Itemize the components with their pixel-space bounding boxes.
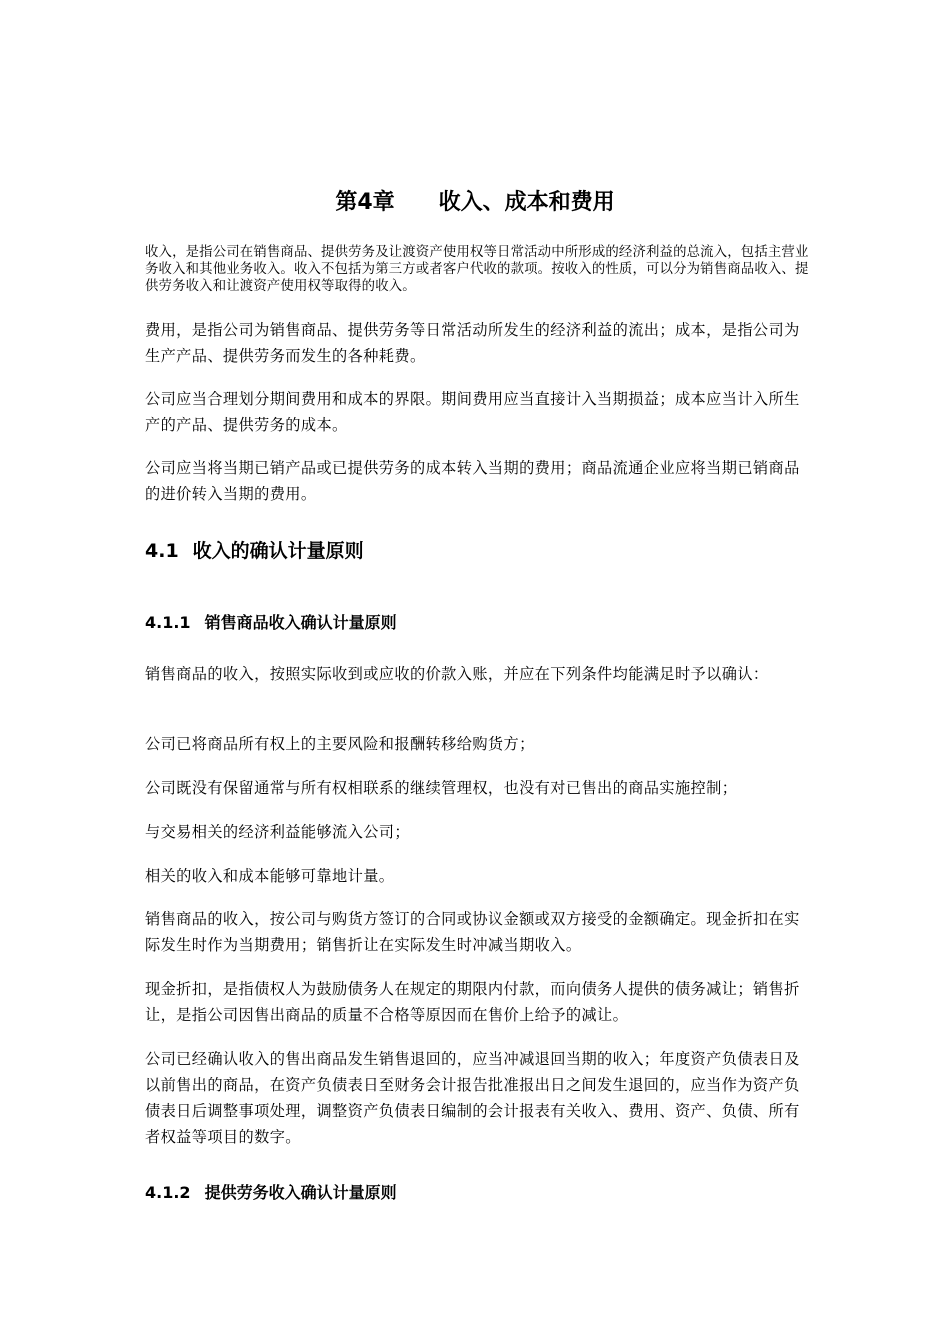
- chapter-title: [0, 186, 950, 220]
- section-heading-4-1-1: [145, 610, 813, 636]
- section-number: 4.1: [145, 540, 179, 562]
- section-heading-4-1-2: [145, 1180, 813, 1206]
- paragraph-period-expenses: 公司应当合理划分期间费用和成本的界限。期间费用应当直接计入当期损益；成本应当计入所生产的产品、提供劳务的成本。: [145, 390, 800, 434]
- paragraph-cost-transfer: 公司应当将当期已销产品或已提供劳务的成本转入当期的费用；商品流通企业应将当期已销商品的进价转入当期的费用。: [145, 459, 800, 503]
- paragraph-sales-amount: 销售商品的收入，按公司与购货方签订的合同或协议金额或双方接受的金额确定。现金折扣在实际发生时作为当期费用；销售折让在实际发生时冲减当期收入。: [145, 910, 800, 954]
- paragraph-cash-discount: 现金折扣，是指债权人为鼓励债务人在规定的期限内付款，而向债务人提供的债务减让；销售折让，是指公司因售出商品的质量不合格等原因而在售价上给予的减让。: [145, 980, 800, 1024]
- chapter-title-text: 收入、成本和费用: [438, 190, 615, 215]
- paragraph-sales-return: 公司已经确认收入的售出商品发生销售退回的，应当冲减退回当期的收入；年度资产负债表日及以前售出的商品，在资产负债表日至财务会计报告批准报出日之间发生退回的，应当作为资产负债表日后调整事项处理，调整资产负债表日编制的会计报表有关收入、费用、资产、负债、所有者权益等项目的数字。: [145, 1050, 800, 1146]
- section-heading-4-1: [145, 536, 813, 566]
- section-title: 收入的确认计量原则: [192, 540, 364, 562]
- section-number: 4.1.2: [145, 1183, 191, 1202]
- condition-item: 相关的收入和成本能够可靠地计量。: [145, 867, 395, 885]
- condition-item: 公司已将商品所有权上的主要风险和报酬转移给购货方；: [145, 735, 535, 753]
- paragraph-sales-recognition: 销售商品的收入，按照实际收到或应收的价款入账，并应在下列条件均能满足时予以确认：: [145, 665, 769, 683]
- section-title: 提供劳务收入确认计量原则: [204, 1183, 397, 1202]
- intro-paragraph: 收入，是指公司在销售商品、提供劳务及让渡资产使用权等日常活动中所形成的经济利益的总流入，包括主营业务收入和其他业务收入。收入不包括为第三方或者客户代收的款项。按收入的性质，可以分为销售商品收入、提供劳务收入和让渡资产使用权等取得的收入。: [145, 245, 809, 294]
- paragraph-expenses-costs: 费用，是指公司为销售商品、提供劳务等日常活动所发生的经济利益的流出；成本，是指公司为生产产品、提供劳务而发生的各种耗费。: [145, 321, 800, 365]
- condition-item: 与交易相关的经济利益能够流入公司；: [145, 823, 410, 841]
- section-title: 销售商品收入确认计量原则: [204, 613, 397, 632]
- condition-item: 公司既没有保留通常与所有权相联系的继续管理权，也没有对已售出的商品实施控制；: [145, 779, 738, 797]
- chapter-number: 第4章: [335, 190, 395, 215]
- section-number: 4.1.1: [145, 613, 191, 632]
